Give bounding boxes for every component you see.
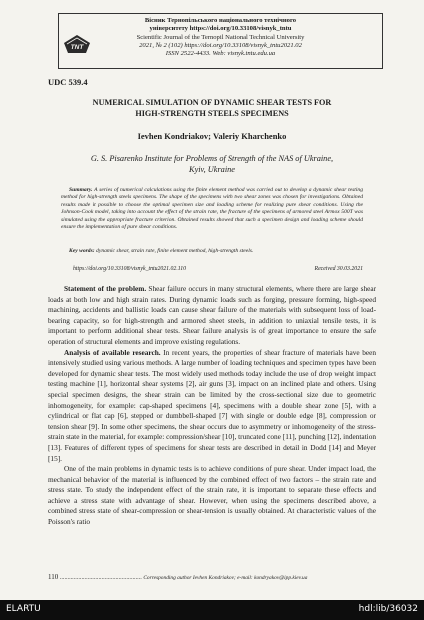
paper-title bbox=[48, 97, 376, 119]
analysis-text: In recent years, the properties of shear fracture of materials have been intensively studied using various methods. A large number of loading techniques and specimen types have been developed for dynamic shear tests. The most widely used methods today include the use of drop weight impact testing machine [1], horizontal shear systems [2], air guns [3], impact on an inclined plate and others. Using special specimen designs, the shear strain can be limited by the cross-sectional size due to geometric inhomogeneity, for example: cap-shaped specimens [4], specimens with a double shear zone [5], with a cylindrical or flat cap [6], stepped or dumbbell-shaped [7] with single or double edge [8], compression or tension shear [9]. In some other specimens, the shear occurs due to asymmetry or inhomogeneity of the stress-strain state in the material, for example: compression/shear [10], truncated cone [11], punching [12], indentation [13]. Features of different types of specimens for shear tests are described in detail in Dodd [14] and Meyer [15]. bbox=[48, 347, 376, 463]
issn-web: ISSN 2522-4433. Web: visnyk.tntu.edu.ua bbox=[165, 50, 276, 58]
affiliation-line-1: G. S. Pisarenko Institute for Problems of Strength of the NAS of Ukraine, bbox=[90, 154, 334, 163]
summary-abstract bbox=[61, 187, 363, 231]
handle-id[interactable]: hdl:lib/36032 bbox=[358, 604, 418, 614]
repository-bar bbox=[0, 600, 424, 620]
received-date: Received 30.03.2021 bbox=[314, 266, 363, 272]
svg-text:TNT: TNT bbox=[70, 44, 84, 51]
keywords-label: Key words: bbox=[69, 248, 95, 254]
university-logo bbox=[62, 33, 92, 57]
summary-text: A series of numerical calculations using the finite element method was carried out to develop a dynamic shear testing method for high-strength steels specimens. The shape of the specimens with two shear zones was chosen for investigations. Obtained results made it possible to choose the optimal specimen size and loading scheme for realizing pure shear conditions. Using the Johnson-Cook model, taking into account the effect of the strain rate, the fracture of the specimens of armored steel Armox 500T was simulated using the appropriate fracture criterion. Obtained results showed that such a specimen design and loading scheme should ensure the implementation of pure shear conditions. bbox=[61, 187, 363, 231]
title-line-2: HIGH-STRENGTH STEELS SPECIMENS bbox=[135, 109, 289, 118]
article-doi-link[interactable]: https://doi.org/10.33108/visnyk_tntu2021.02.110 bbox=[73, 266, 187, 272]
authors: Ievhen Kondriakov; Valeriy Kharchenko bbox=[137, 131, 287, 141]
paragraph-analysis bbox=[48, 348, 376, 465]
affiliation-line-2: Kyiv, Ukraine bbox=[189, 165, 235, 174]
journal-name-en: Scientific Journal of the Ternopil National Technical University bbox=[136, 33, 305, 41]
corresponding-author: Corresponding author Ievhen Kondriakov; e-mail: kondryakov@ipp.kiev.ua bbox=[143, 575, 308, 581]
title-line-1: NUMERICAL SIMULATION OF DYNAMIC SHEAR TESTS FOR bbox=[92, 98, 332, 107]
page-footer bbox=[48, 573, 376, 581]
doi-received-row bbox=[73, 266, 363, 272]
keywords-text: dynamic shear, strain rate, finite element method, high-strength steels. bbox=[94, 248, 254, 254]
body-text bbox=[48, 284, 376, 528]
journal-header bbox=[58, 13, 383, 69]
journal-name-ua: Вісник Тернопільського національного технічного bbox=[144, 17, 297, 24]
udc-code: UDC 539.4 bbox=[48, 77, 88, 87]
statement-heading: Statement of the problem. bbox=[64, 284, 147, 293]
paragraph-main-problems: One of the main problems in dynamic tests is to achieve conditions of pure shear. Under impact load, the mechanical behavior of the material is influenced by the combined effect of two factors – the strain rate and stress state. To study the independent effect of the strain rate, it is important to separate these effects and achieve a stress state with advantage of shear. However, when using the specimens described above, a combined stress state of shear-compression or shear-tension is usually obtained. At characteristic values of the Poisson's ratio bbox=[48, 464, 376, 527]
repository-name: ELARTU bbox=[6, 604, 41, 614]
analysis-heading: Analysis of available research. bbox=[64, 347, 161, 357]
paragraph-statement bbox=[48, 284, 376, 348]
affiliation bbox=[48, 153, 376, 175]
page-number: 110 bbox=[48, 573, 59, 581]
footer-dots: ..................................................... bbox=[59, 574, 144, 581]
issue-doi: 2021, № 2 (102) https://doi.org/10.33108/visnyk_tntu2021.02 bbox=[139, 41, 302, 49]
statement-text: Shear failure occurs in many structural elements, where there are large shear loads at both low and high strain rates. During dynamic loads such as forging, pressure forming, high-speed machining, accidents and ballistic loads can cause shear failure of the materials with subsequent loss of load-bearing capacity, so for high-strength and armored sheet steels, in addition to uniaxial tensile tests, it is important to perform additional shear tests. Shear failure analysis is of great importance to ensure the safe operation of structural elements and improve existing regulations. bbox=[48, 284, 376, 346]
journal-doi-ua: університету https://doi.org/10.33108/visnyk_tntu bbox=[149, 25, 292, 33]
summary-label: Summary. bbox=[69, 187, 93, 193]
keywords bbox=[61, 248, 363, 254]
